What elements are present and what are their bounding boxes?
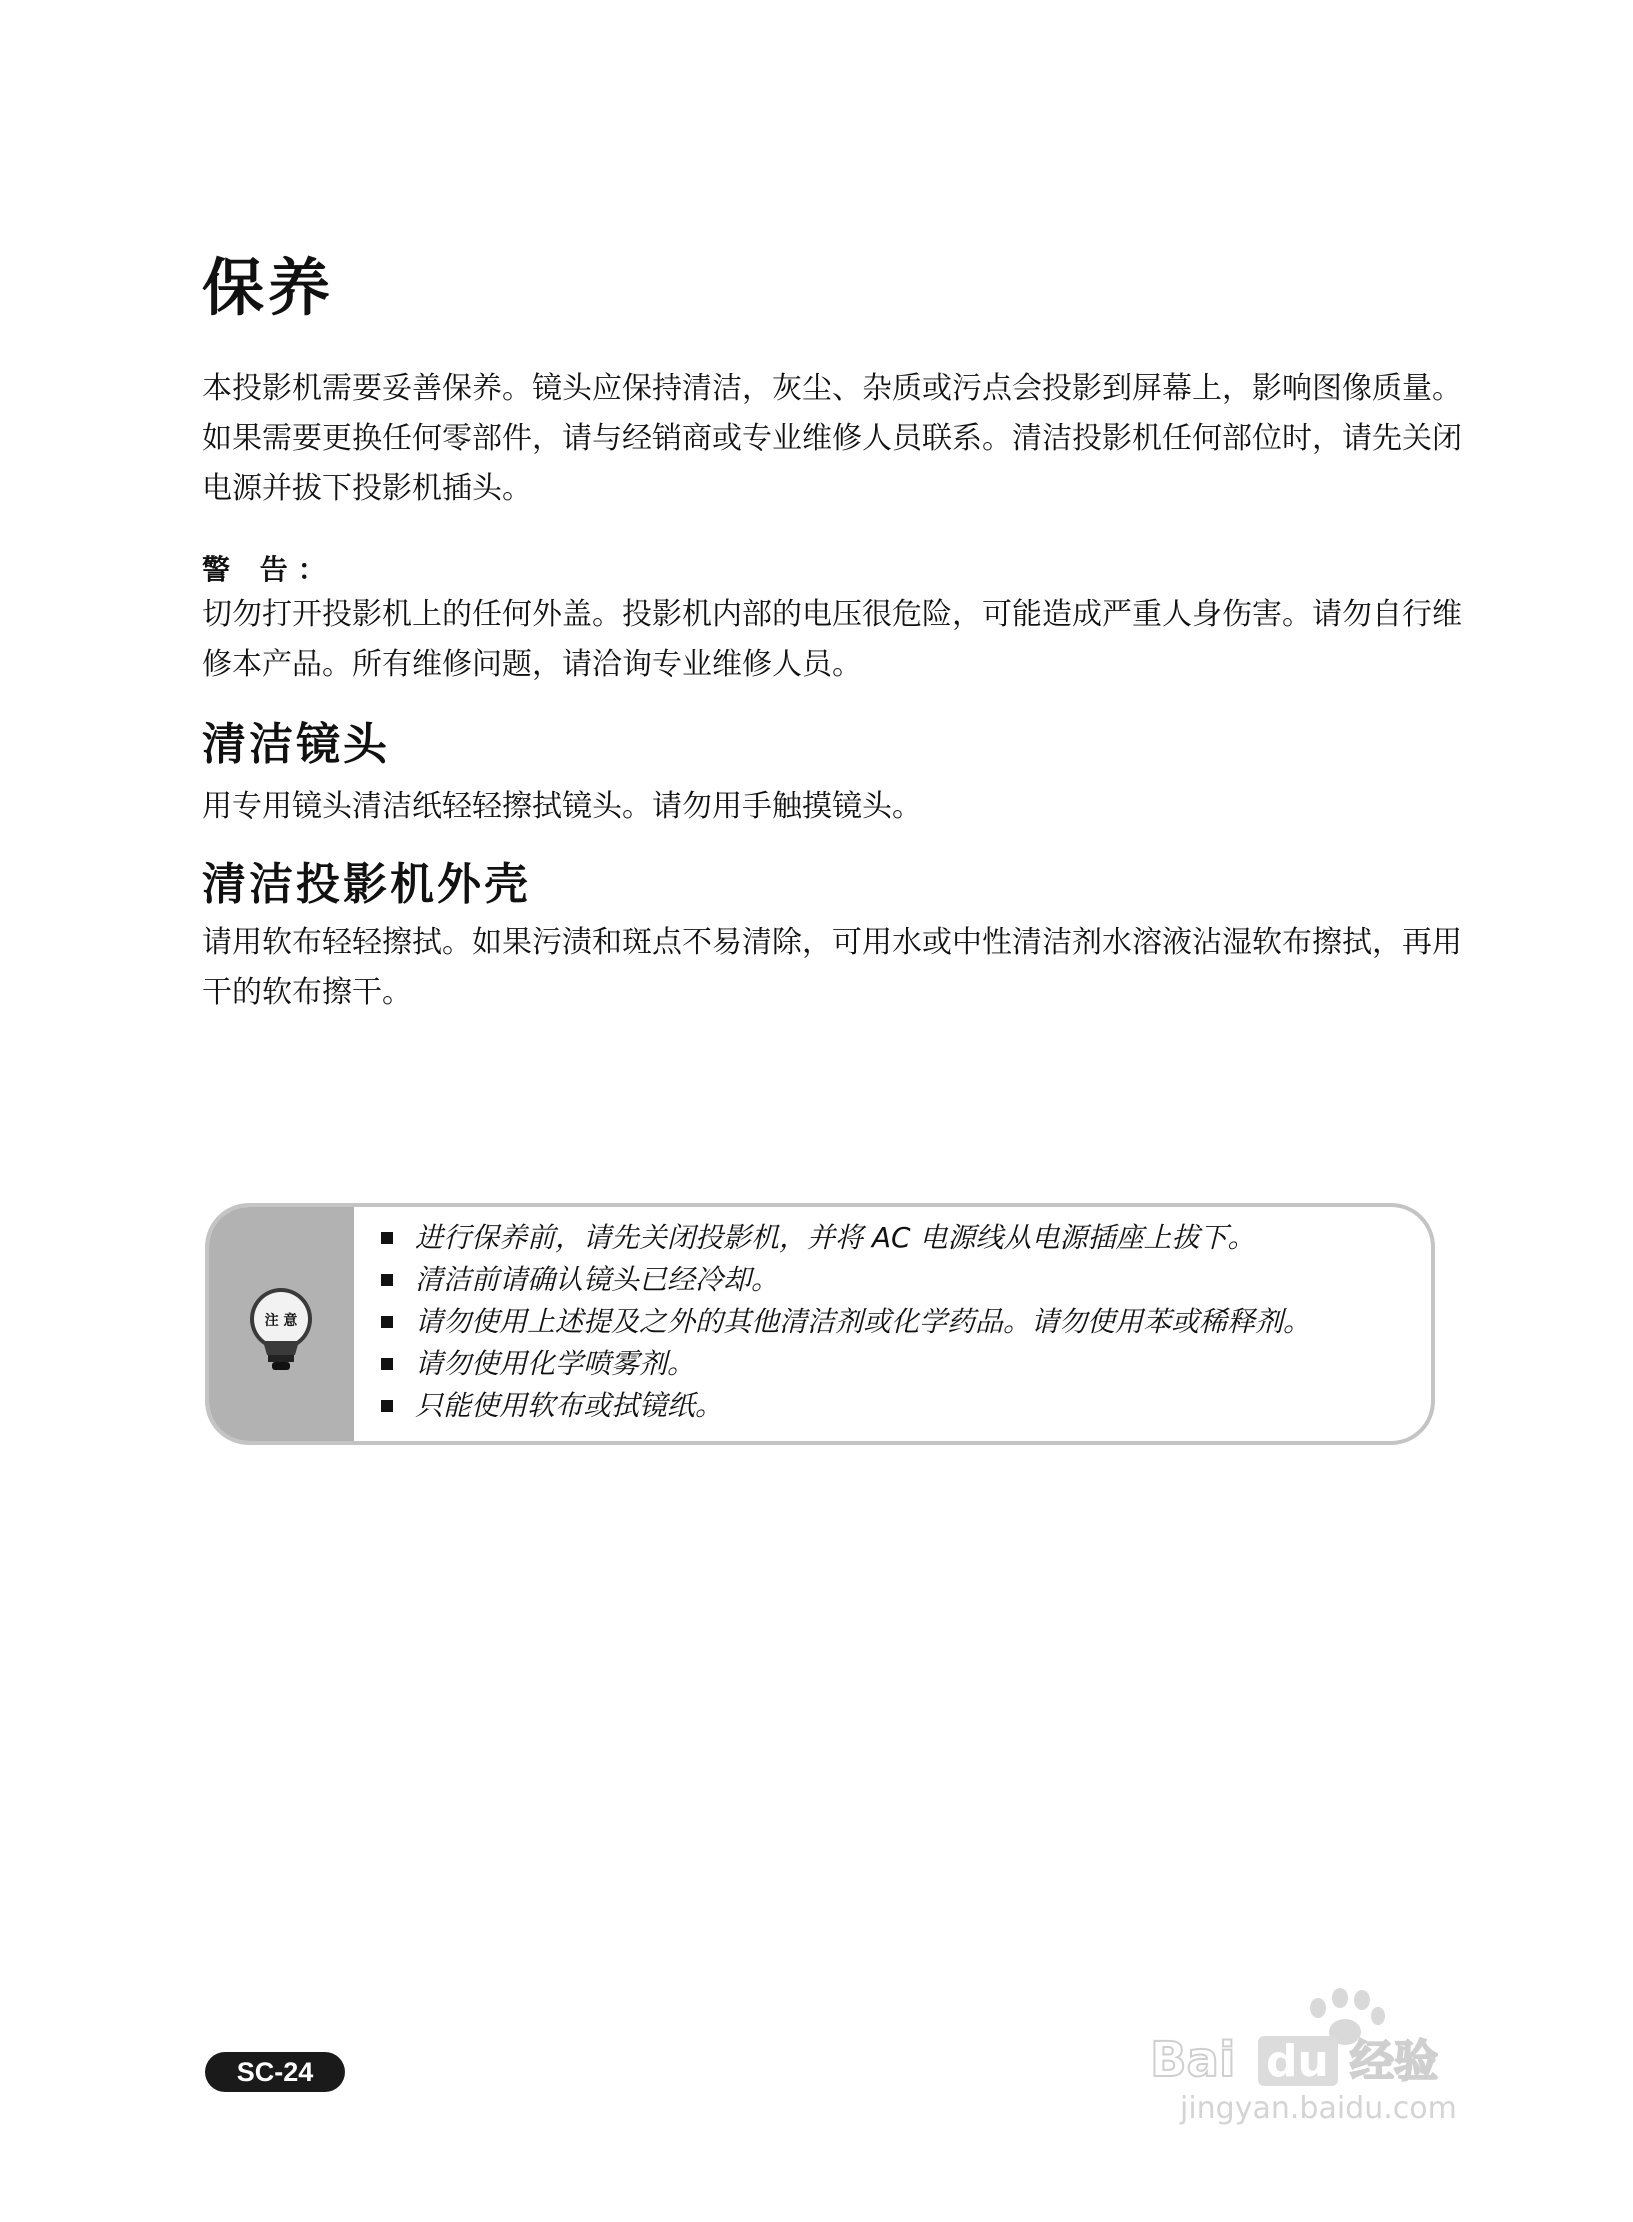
note-item bbox=[369, 1385, 1311, 1427]
bullet-square-icon bbox=[381, 1358, 393, 1370]
note-box bbox=[205, 1203, 1435, 1445]
watermark-brand-cn: 经验 bbox=[1350, 2036, 1438, 2087]
page-number-badge: SC-24 bbox=[205, 2052, 345, 2092]
note-sidebar bbox=[209, 1207, 354, 1441]
baidu-watermark bbox=[1140, 1980, 1540, 2130]
intro-paragraph: 本投影机需要妥善保养。镜头应保持清洁，灰尘、杂质或污点会投影到屏幕上，影响图像质量。如果需要更换任何零部件，请与经销商或专业维修人员联系。清洁投影机任何部位时，请先关闭电源并拔下投影机插头。 bbox=[202, 371, 1462, 506]
note-icon-label: 注 意 bbox=[264, 1313, 298, 1329]
note-item-text: 只能使用软布或拭镜纸。 bbox=[415, 1389, 724, 1422]
case-paragraph: 请用软布轻轻擦拭。如果污渍和斑点不易清除，可用水或中性清洁剂水溶液沾湿软布擦拭，再用干的软布擦干。 bbox=[202, 925, 1462, 1010]
lens-paragraph: 用专用镜头清洁纸轻轻擦拭镜头。请勿用手触摸镜头。 bbox=[202, 789, 922, 824]
watermark-brand: Bai bbox=[1150, 2032, 1236, 2088]
note-item bbox=[369, 1217, 1311, 1259]
watermark-url: jingyan.baidu.com bbox=[1180, 2091, 1457, 2126]
bullet-square-icon bbox=[381, 1232, 393, 1244]
note-item-text: 清洁前请确认镜头已经冷却。 bbox=[415, 1263, 780, 1296]
case-heading: 清洁投影机外壳 bbox=[202, 859, 531, 910]
bullet-square-icon bbox=[381, 1316, 393, 1328]
note-item bbox=[369, 1259, 1311, 1301]
note-item bbox=[369, 1343, 1311, 1385]
warning-paragraph: 切勿打开投影机上的任何外盖。投影机内部的电压很危险，可能造成严重人身伤害。请勿自行维修本产品。所有维修问题，请洽询专业维修人员。 bbox=[202, 597, 1462, 682]
page-title: 保养 bbox=[202, 251, 335, 324]
note-item-text: 进行保养前，请先关闭投影机，并将 AC 电源线从电源插座上拔下。 bbox=[415, 1221, 1256, 1254]
watermark-brand-box: du bbox=[1266, 2036, 1329, 2087]
note-list bbox=[369, 1217, 1311, 1427]
lightbulb-icon bbox=[241, 1285, 321, 1375]
note-item-text: 请勿使用化学喷雾剂。 bbox=[415, 1347, 696, 1380]
bullet-square-icon bbox=[381, 1274, 393, 1286]
note-item bbox=[369, 1301, 1311, 1343]
bullet-square-icon bbox=[381, 1400, 393, 1412]
lens-heading: 清洁镜头 bbox=[202, 719, 390, 770]
warning-label: 警 告： bbox=[202, 553, 336, 586]
note-item-text: 请勿使用上述提及之外的其他清洁剂或化学药品。请勿使用苯或稀释剂。 bbox=[415, 1305, 1312, 1338]
